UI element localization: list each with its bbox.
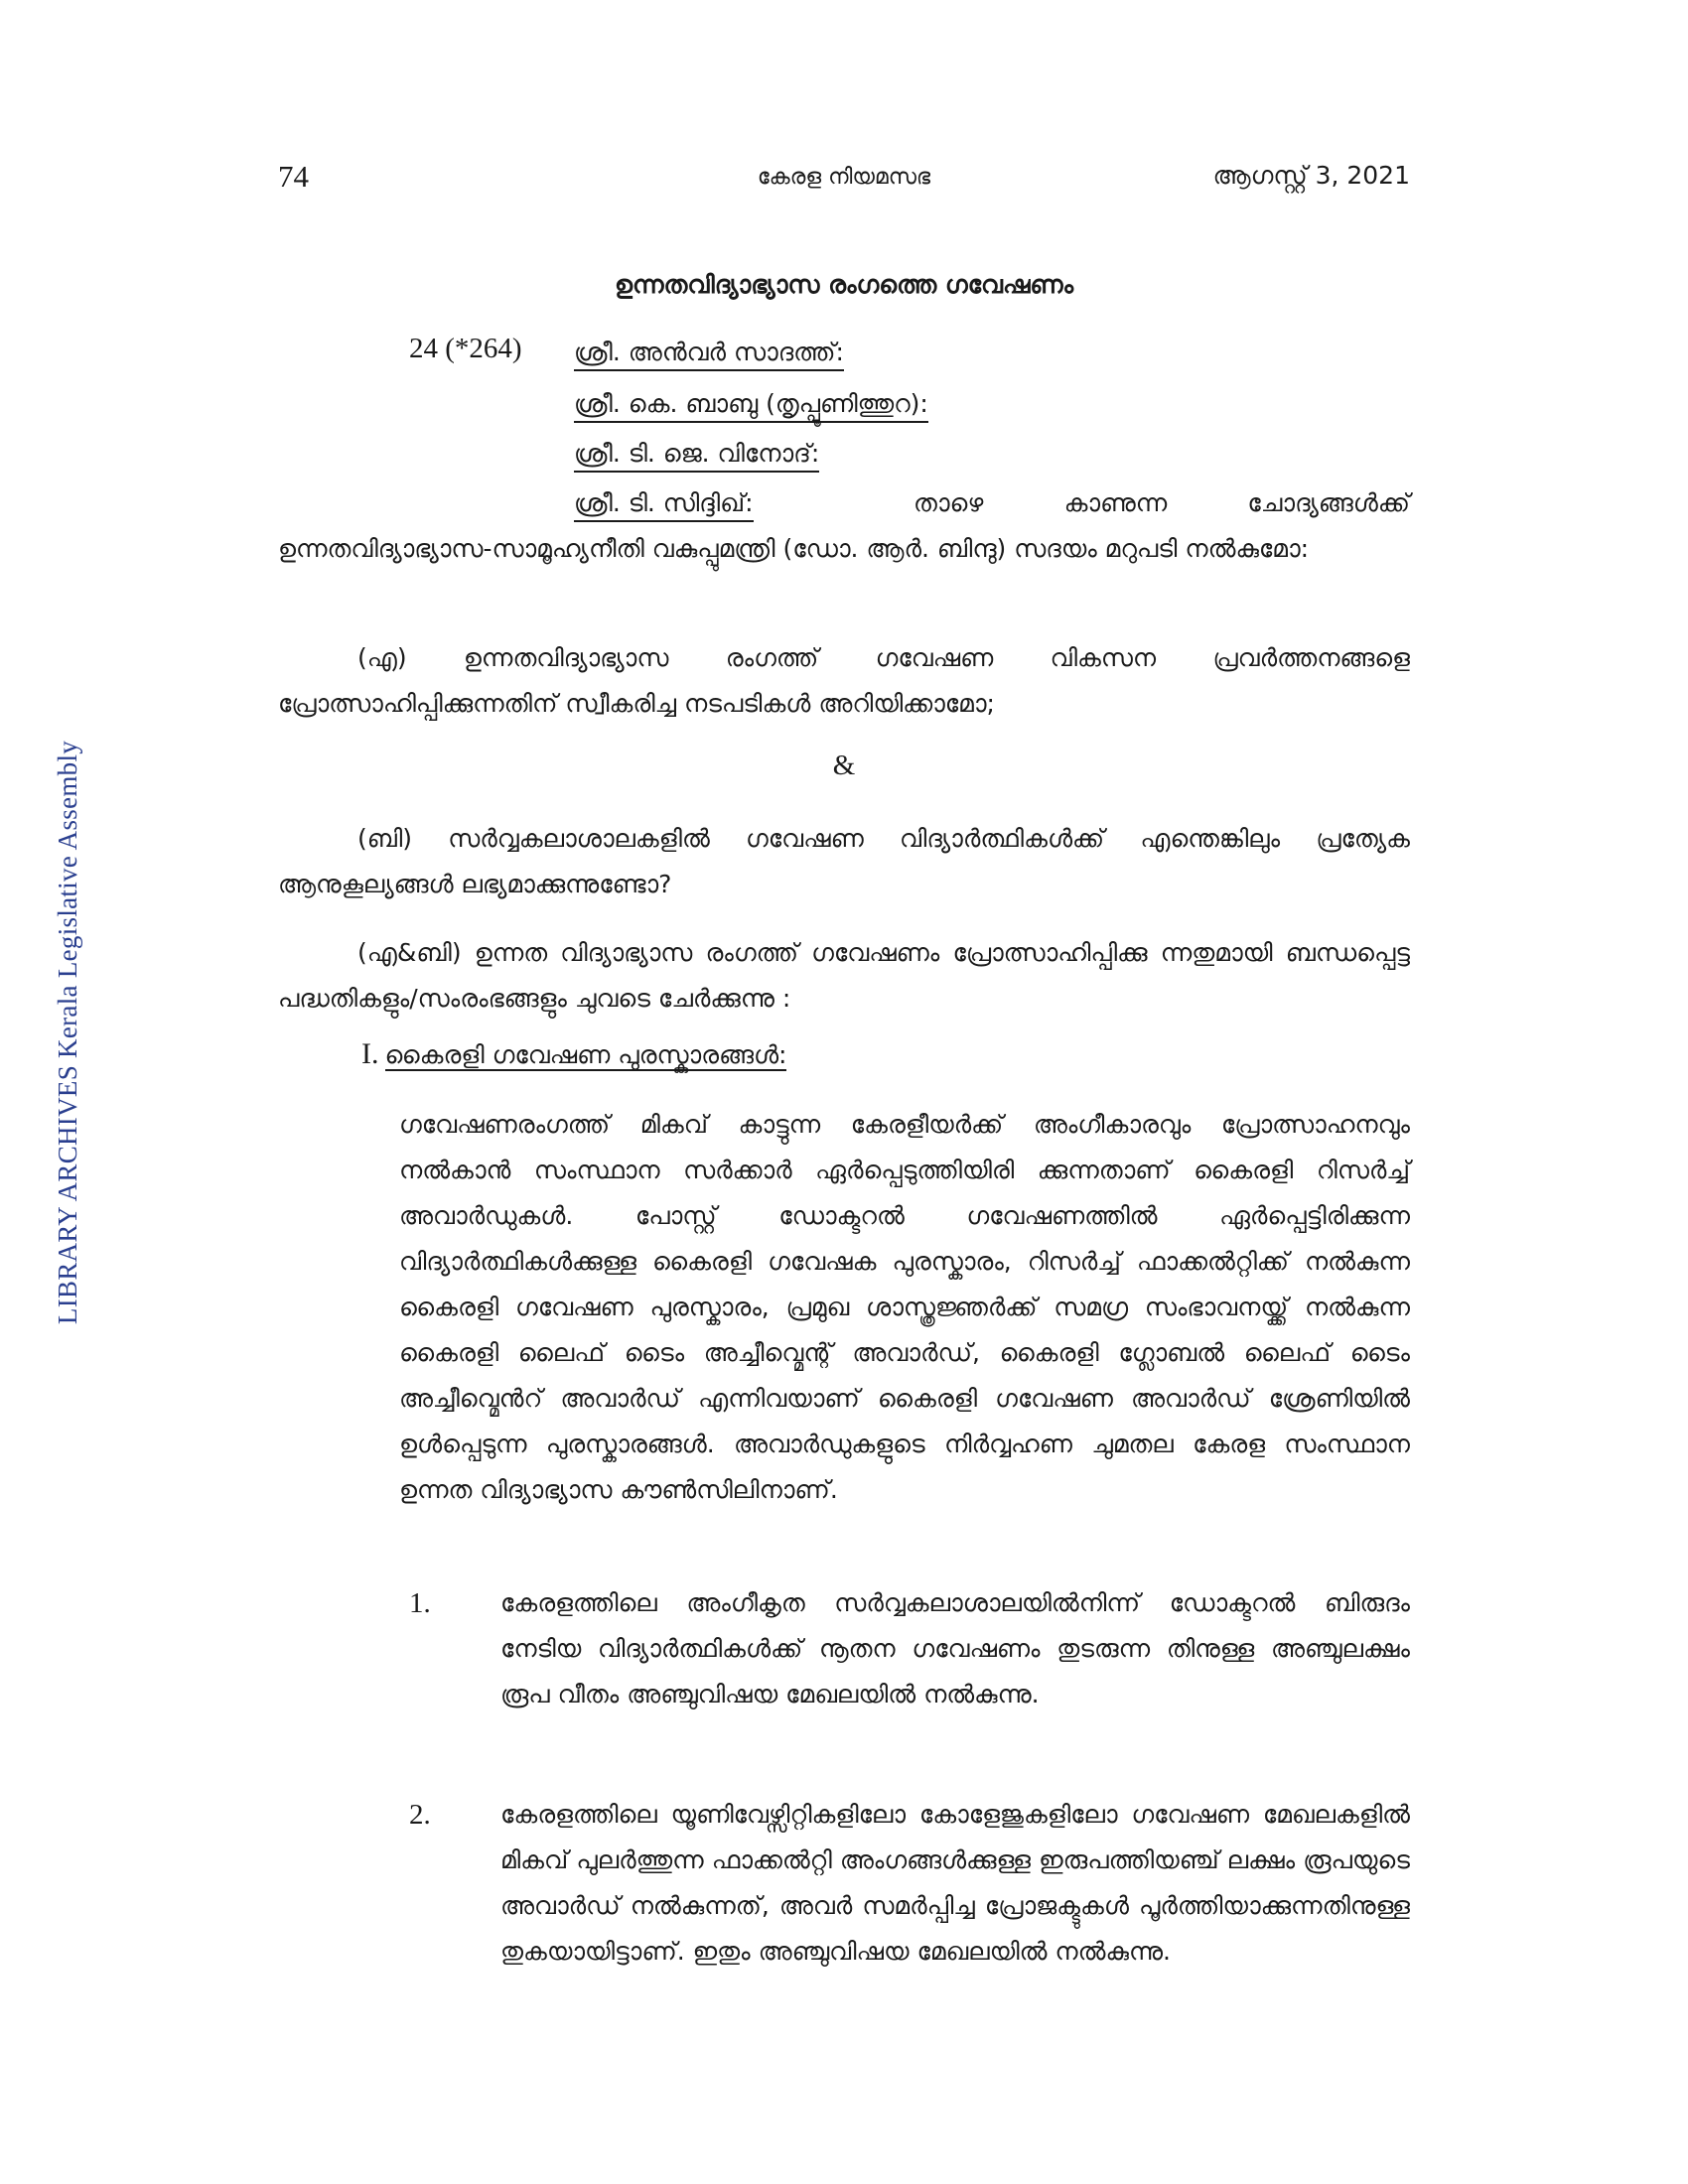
part-separator: & [832, 750, 856, 781]
question-part-a: (എ) ഉന്നതവിദ്യാഭ്യാസ രംഗത്ത് ഗവേഷണ വികസന പ്രവർത്തനങ്ങളെ പ്രോത്സാഹിപ്പിക്കുന്നതിന് സ്വീകരിച്ച നടപടികൾ അറിയിക്കാമോ; [278, 643, 1410, 718]
question-part-b: (ബി) സർവ്വകലാശാലകളിൽ ഗവേഷണ വിദ്യാർത്ഥികൾക്ക് എന്തെങ്കിലും പ്രത്യേക ആനുകൂല്യങ്ങൾ ലഭ്യമാക്കുന്നുണ്ടോ? [278, 824, 1410, 898]
page-number: 74 [278, 159, 309, 194]
header-date: ആഗസ്റ്റ് 3, 2021 [1212, 161, 1410, 190]
page-header [278, 159, 1410, 199]
list-item-number: 2. [409, 1799, 431, 1831]
archive-watermark: LIBRARY ARCHIVES Kerala Legislative Assembly [53, 740, 82, 1325]
document-title: ഉന്നതവിദ്യാഭ്യാസ രംഗത്തെ ഗവേഷണം [614, 270, 1074, 299]
question-intro: ഉന്നതവിദ്യാഭ്യാസ-സാമൂഹ്യനീതി വകുപ്പുമന്ത്രി (ഡോ. ആർ. ബിന്ദു) സദയം മറുപടി നൽകുമോ: [278, 534, 1310, 563]
list-item-text: കേരളത്തിലെ യൂണിവേഴ്സിറ്റികളിലോ കോളേജുകളിലോ ഗവേഷണ മേഖലകളിൽ മികവ് പുലർത്തുന്ന ഫാക്കൽറ്റി അംഗങ്ങൾക്കുള്ള ഇരുപത്തിയഞ്ച് ലക്ഷം രൂപയുടെ അവാർഡ് നൽകുന്നത്, അവർ സമർപ്പിച്ച പ്രോജക്ടുകൾ പൂർത്തിയാക്കുന്നതിനുള്ള തുകയായിട്ടാണ്. ഇതും അഞ്ചുവിഷയ മേഖലയിൽ നൽകുന്നു. [500, 1800, 1410, 1966]
section-paragraph: ഗവേഷണരംഗത്ത് മികവ് കാട്ടുന്ന കേരളീയർക്ക് അംഗീകാരവും പ്രോത്സാഹനവും നൽകാൻ സംസ്ഥാന സർക്കാർ ഏർപ്പെടുത്തിയിരി ക്കുന്നതാണ് കൈരളി റിസർച്ച് അവാർഡുകൾ. പോസ്റ്റ് ഡോക്ടറൽ ഗവേഷണത്തിൽ ഏർപ്പെട്ടിരിക്കുന്ന വിദ്യാർത്ഥികൾക്കുള്ള കൈരളി ഗവേഷക പുരസ്കാരം, റിസർച്ച് ഫാക്കൽറ്റിക്ക് നൽകുന്ന കൈരളി ഗവേഷണ പുരസ്കാരം, പ്രമുഖ ശാസ്ത്രജ്ഞർക്ക് സമഗ്ര സംഭാവനയ്ക്ക് നൽകുന്ന കൈരളി ലൈഫ് ടൈം അച്ചീവ്മെന്റ് അവാർഡ്, കൈരളി ഗ്ലോബൽ ലൈഫ് ടൈം അച്ചീവ്മെൻറ് അവാർഡ് എന്നിവയാണ് കൈരളി ഗവേഷണ അവാർഡ് ശ്രേണിയിൽ ഉൾപ്പെടുന്ന പുരസ്കാരങ്ങൾ. അവാർഡുകളുടെ നിർവ്വഹണ ചുമതല കേരള സംസ്ഥാന ഉന്നത വിദ്യാഭ്യാസ കൗൺസിലിനാണ്. [399, 1110, 1410, 1504]
answer-intro: (എ&ബി) ഉന്നത വിദ്യാഭ്യാസ രംഗത്ത് ഗവേഷണം പ്രോത്സാഹിപ്പിക്കു ന്നതുമായി ബന്ധപ്പെട്ട പദ്ധതികളും/സംരംഭങ്ങളും ചുവടെ ചേർക്കുന്നു : [278, 938, 1410, 1013]
list-item [409, 1580, 1410, 1717]
section-numeral: I. [361, 1037, 379, 1070]
list-item [409, 1792, 1410, 1975]
question-number: 24 (*264) [409, 333, 522, 364]
section-heading [361, 1037, 786, 1071]
header-title: കേരള നിയമസഭ [757, 165, 931, 190]
list-item-number: 1. [409, 1587, 431, 1619]
question-lead-in: താഴെ കാണുന്ന ചോദ്യങ്ങൾക്ക് [914, 488, 1410, 517]
member-name: ശ്രീ. ടി. ജെ. വിനോദ്: [574, 437, 819, 473]
member-name: ശ്രീ. കെ. ബാബു (തൃപ്പൂണിത്തുറ): [574, 387, 928, 423]
list-item-text: കേരളത്തിലെ അംഗീകൃത സർവ്വകലാശാലയിൽനിന്ന് ഡോക്ടറൽ ബിരുദം നേടിയ വിദ്യാർത്ഥികൾക്ക് നൂതന ഗവേഷണം തുടരുന്ന തിനുള്ള അഞ്ചുലക്ഷം രൂപ വീതം അഞ്ചുവിഷയ മേഖലയിൽ നൽകുന്നു. [500, 1588, 1410, 1708]
member-name: ശ്രീ. ടി. സിദ്ദിഖ്: [574, 486, 754, 522]
member-name: ശ്രീ. അൻവർ സാദത്ത്: [574, 336, 844, 371]
section-title: കൈരളി ഗവേഷണ പുരസ്കാരങ്ങൾ: [384, 1040, 787, 1069]
